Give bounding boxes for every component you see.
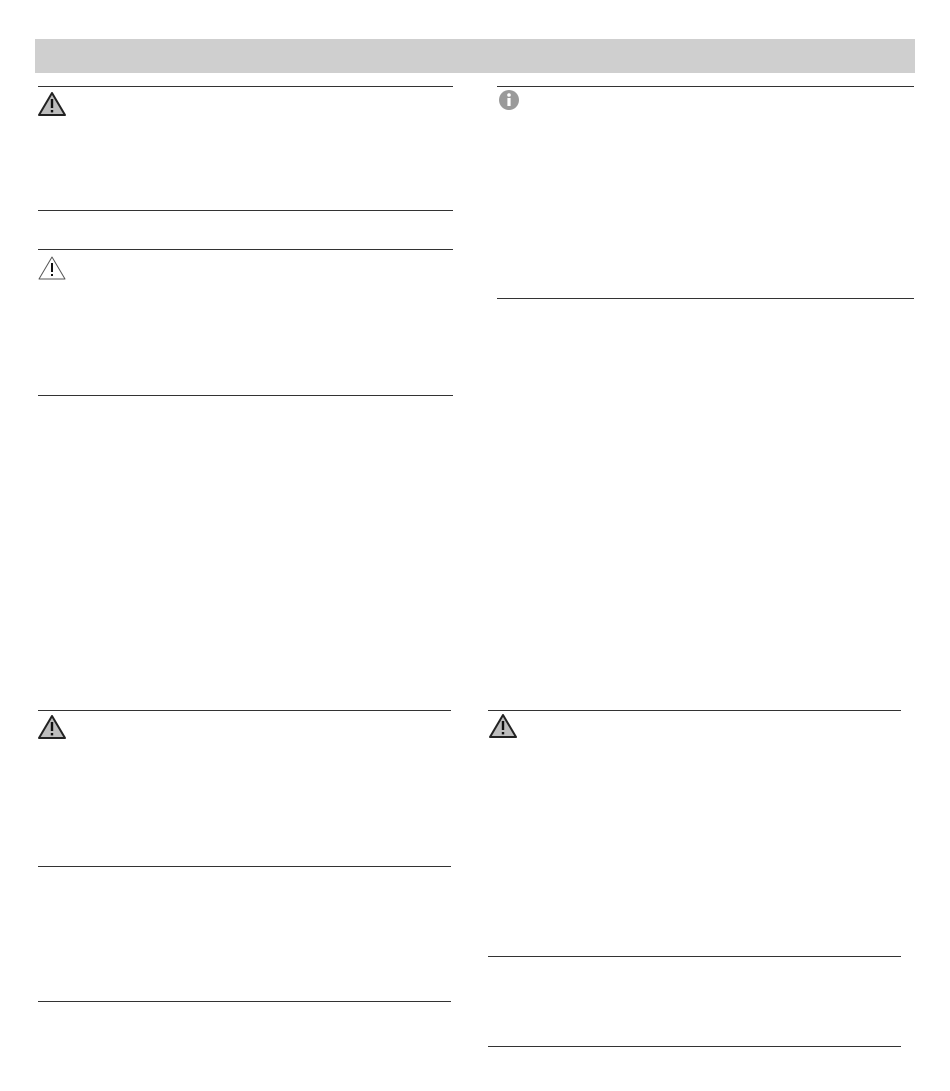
info-bottom-rule [497,298,914,299]
warning-top-rule [38,86,453,87]
info-icon [498,89,520,111]
section-bottom-rule [488,1046,901,1047]
caution-top-rule [38,249,453,250]
caution-bottom-rule [38,395,453,396]
info-top-rule [497,86,914,87]
warning-2-top-rule [38,710,451,711]
warning-bottom-rule [38,210,453,211]
warning-3-top-rule [488,710,901,711]
warning-icon [488,713,518,739]
warning-icon [37,714,67,740]
warning-2-bottom-rule [38,866,451,867]
section-bottom-rule [38,1001,451,1002]
warning-3-bottom-rule [488,956,901,957]
warning-icon [37,91,67,117]
header-band [35,39,915,73]
caution-icon [37,255,67,281]
